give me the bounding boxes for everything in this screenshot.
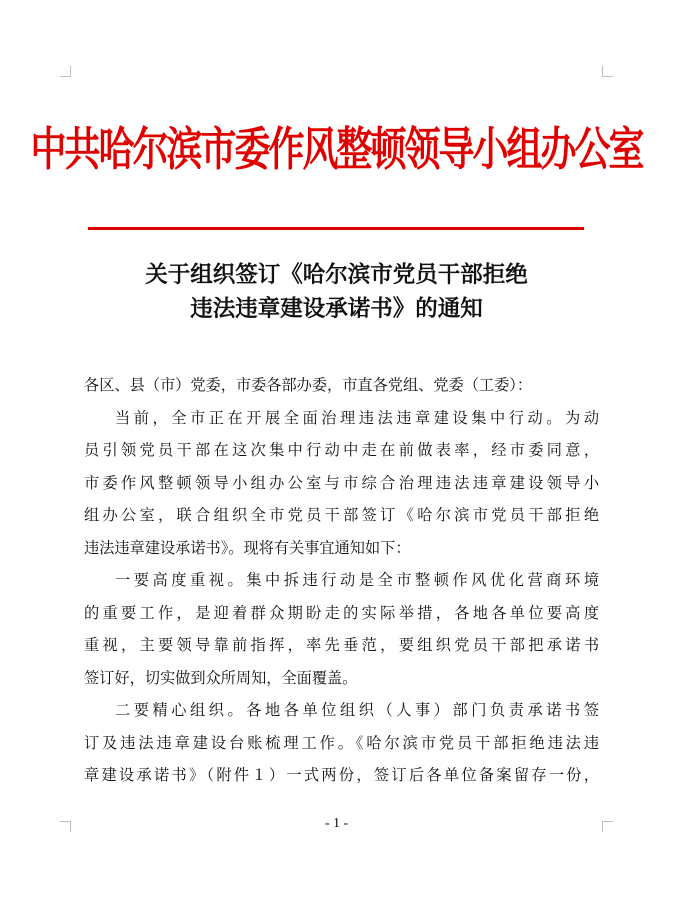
body-line: 组办公室，联合组织全市党员干部签订《哈尔滨市党员干部拒绝 (84, 506, 599, 524)
document-title (0, 258, 673, 326)
body-line: 章建设承诺书》（附件１）一式两份，签订后各单位备案留存一份， (84, 766, 599, 784)
body-line: 的重要工作，是迎着群众期盼走的实际举措，各地各单位要高度 (84, 603, 599, 622)
body-line: 订及违法违章建设台账梳理工作。《哈尔滨市党员干部拒绝违法违 (84, 733, 599, 752)
organization-header: 中共哈尔滨市委作风整顿领导小组办公室 (30, 122, 643, 177)
crop-mark-top-left (60, 66, 71, 77)
page-number: - 1 - (324, 816, 349, 831)
title-line-2: 违法违章建设承诺书》的通知 (190, 296, 483, 322)
red-divider-line (88, 227, 584, 230)
body-line: 当前，全市正在开展全面治理违法违章建设集中行动。为动 (115, 408, 599, 427)
document-body (84, 369, 599, 792)
body-line: 违法违章建设承诺书》。现将有关事宜通知如下： (84, 538, 411, 557)
body-line: 重视，主要领导靠前指挥，率先垂范，要组织党员干部把承诺书 (84, 636, 599, 654)
body-line: 二要精心组织。各地各单位组织（人事）部门负责承诺书签 (115, 701, 599, 719)
salutation: 各区、县（市）党委，市委各部办委，市直各党组、党委（工委）： (84, 376, 533, 394)
body-line: 员引领党员干部在这次集中行动中走在前做表率，经市委同意， (84, 441, 599, 459)
body-line: 一要高度重视。集中拆违行动是全市整顿作风优化营商环境 (115, 571, 599, 589)
title-line-1: 关于组织签订《哈尔滨市党员干部拒绝 (145, 262, 528, 288)
body-line: 签订好，切实做到众所周知，全面覆盖。 (84, 668, 358, 687)
crop-mark-top-right (602, 66, 613, 77)
body-line: 市委作风整顿领导小组办公室与市综合治理违法违章建设领导小 (84, 473, 599, 492)
